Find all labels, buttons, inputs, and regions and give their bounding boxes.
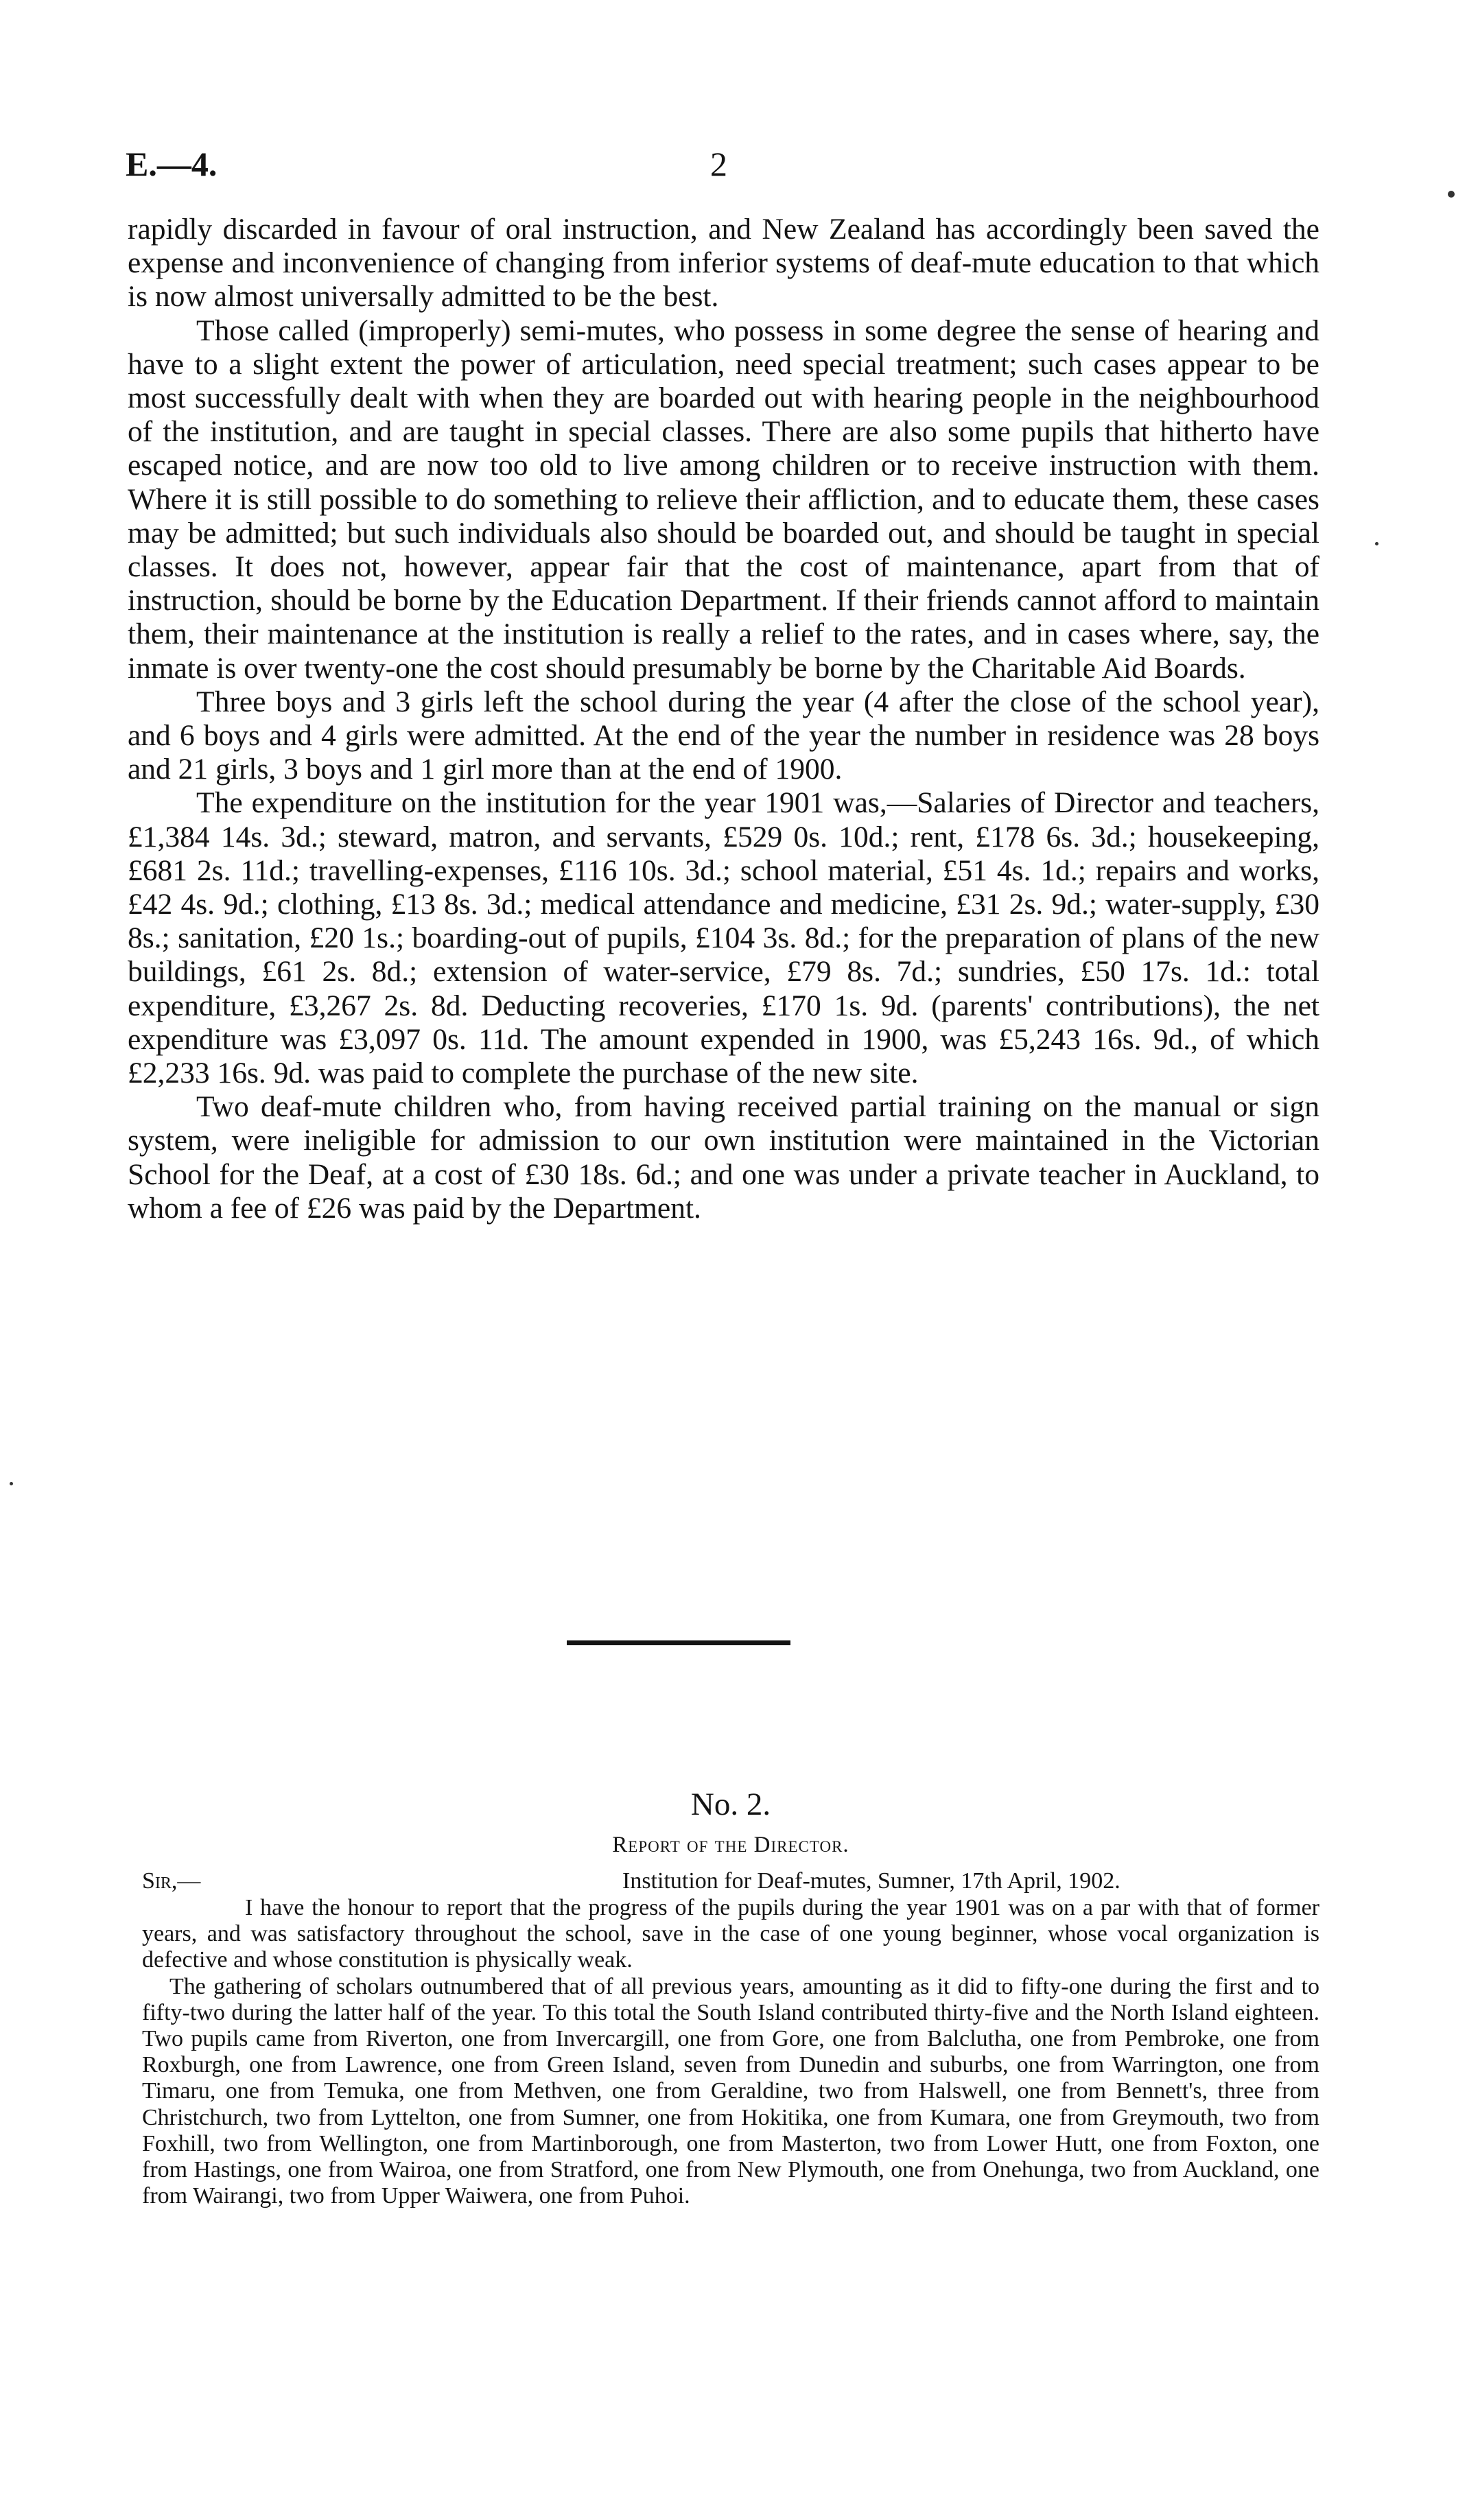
report-body — [142, 1895, 1319, 2209]
salutation-line — [142, 1868, 1319, 1895]
section-divider — [567, 1640, 790, 1645]
body-paragraph: Two deaf-mute children who, from having received partial training on the manual or sign system, were ineligible for admission to our own institution were maintained in the Victorian School for the Deaf, at a cost of £30 18s. 6d.; and one was under a private teacher in Auckland, to whom a fee of £26 was paid by the Department. — [128, 1090, 1319, 1225]
body-paragraph: Three boys and 3 girls left the school during the year (4 after the close of the school year), and 6 boys and 4 girls were admitted. At the end of the year the number in residence was 28 boys and 21 girls, 3 boys and 1 girl more than at the end of 1900. — [128, 685, 1319, 786]
body-paragraph: rapidly discarded in favour of oral instruction, and New Zealand has accordingly been saved the expense and inconvenience of changing from inferior systems of deaf-mute education to that which is now almost universally admitted to be the best. — [128, 213, 1319, 314]
scan-speck — [1448, 191, 1455, 198]
director-report — [142, 1784, 1319, 2209]
page-header — [126, 144, 1319, 192]
report-number: No. 2. — [690, 1787, 771, 1822]
page-number: 2 — [710, 145, 727, 183]
report-paragraph: I have the honour to report that the progress of the pupils during the year 1901 was on a par with that of former years, and was satisfactory throughout the school, save in the case of one young beginner, whose vocal organization is defective and whose constitution is physically weak. — [142, 1895, 1319, 1973]
main-body — [128, 213, 1319, 1225]
report-title: Report of the Director. — [612, 1833, 849, 1857]
place-date: Institution for Deaf-mutes, Sumner, 17th April, 1902. — [622, 1868, 1120, 1894]
scan-speck — [10, 1482, 13, 1485]
report-paragraph: The gathering of scholars outnumbered that of all previous years, amounting as it did to fifty-one during the first and to fifty-two during the latter half of the year. To this total the South Island contributed thirty-five and the North Island eighteen. Two pupils came from Riverton, one from Invercargill, one from Gore, one from Balclutha, one from Pembroke, one from Roxburgh, one from Lawrence, one from Green Island, seven from Dunedin and suburbs, one from Warrington, one from Timaru, one from Temuka, one from Methven, one from Geraldine, two from Halswell, one from Bennett's, three from Christchurch, two from Lyttelton, one from Sumner, one from Hokitika, one from Kumara, one from Greymouth, two from Foxhill, two from Wellington, one from Martinborough, one from Masterton, two from Lower Hutt, one from Foxton, one from Hastings, one from Wairoa, one from Stratford, one from New Plymouth, one from Onehunga, two from Auckland, one from Wairangi, two from Upper Waiwera, one from Puhoi. — [142, 1973, 1319, 2209]
paper-code: E.—4. — [126, 145, 218, 183]
scan-speck — [1375, 542, 1378, 545]
body-paragraph: Those called (improperly) semi-mutes, who possess in some degree the sense of hearing and have to a slight extent the power of articulation, need special treatment; such cases appear to be most successfully dealt with when they are boarded out with hearing people in the neighbourhood of the institution, and are taught in special classes. There are also some pupils that hitherto have escaped notice, and are now too old to live among children or to receive instruction with them. Where it is still possible to do something to relieve their affliction, and to educate them, these cases may be admitted; but such individuals also should be boarded out, and should be taught in special classes. It does not, however, appear fair that the cost of maintenance, apart from that of instruction, should be borne by the Education Department. If their friends cannot afford to maintain them, their maintenance at the institution is really a relief to the rates, and in cases where, say, the inmate is over twenty-one the cost should presumably be borne by the Charitable Aid Boards. — [128, 314, 1319, 685]
body-paragraph: The expenditure on the institution for the year 1901 was,—Salaries of Director and teachers, £1,384 14s. 3d.; steward, matron, and servants, £529 0s. 10d.; rent, £178 6s. 3d.; housekeeping, £681 2s. 11d.; travelling-expenses, £116 10s. 3d.; school material, £51 4s. 1d.; repairs and works, £42 4s. 9d.; clothing, £13 8s. 3d.; medical attendance and medicine, £31 2s. 9d.; water-supply, £30 8s.; sanitation, £20 1s.; boarding-out of pupils, £104 3s. 8d.; for the preparation of plans of the new buildings, £61 2s. 8d.; extension of water-service, £79 8s. 7d.; sundries, £50 17s. 1d.: total expenditure, £3,267 2s. 8d. Deducting recoveries, £170 1s. 9d. (parents' contributions), the net expenditure was £3,097 0s. 11d. The amount expended in 1900, was £5,243 16s. 9d., of which £2,233 16s. 9d. was paid to complete the purchase of the new site. — [128, 786, 1319, 1090]
salutation: Sir,— — [142, 1868, 201, 1894]
